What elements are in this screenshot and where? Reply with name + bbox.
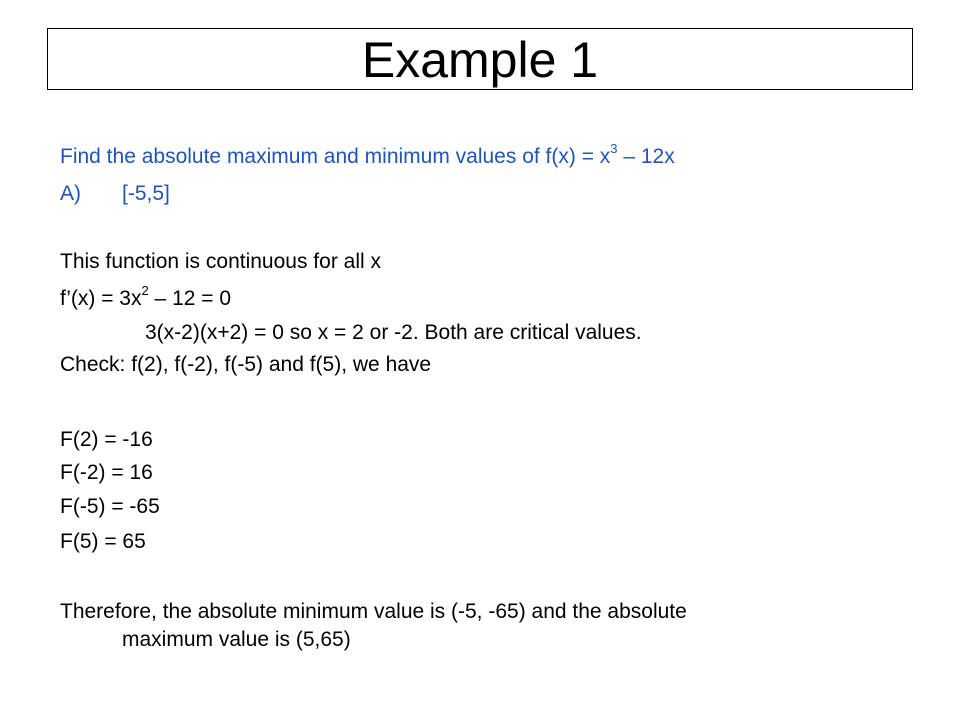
- derivative-equation: [60, 283, 232, 311]
- title-box: [47, 28, 913, 90]
- derivative-suffix: – 12 = 0: [148, 287, 232, 310]
- problem-exponent: 3: [610, 141, 618, 156]
- problem-suffix: – 12x: [617, 145, 675, 168]
- conclusion-line-1: Therefore, the absolute minimum value is (-5, -65) and the absolute: [60, 600, 687, 623]
- item-letter: A): [60, 182, 81, 205]
- continuity-statement: This function is continuous for all x: [60, 250, 381, 273]
- conclusion-line-2: maximum value is (5,65): [122, 628, 351, 651]
- evaluation-line: F(2) = -16: [60, 428, 153, 451]
- derivative-exponent: 2: [141, 283, 149, 298]
- problem-statement: [60, 141, 675, 169]
- item-interval: [-5,5]: [122, 182, 170, 205]
- evaluation-line: F(5) = 65: [60, 530, 146, 553]
- evaluation-line: F(-2) = 16: [60, 461, 153, 484]
- slide-title: Example 1: [361, 32, 599, 88]
- check-statement: Check: f(2), f(-2), f(-5) and f(5), we have: [60, 353, 432, 376]
- factoring-step: 3(x-2)(x+2) = 0 so x = 2 or -2. Both are critical values.: [145, 321, 642, 344]
- evaluation-line: F(-5) = -65: [60, 495, 160, 518]
- interval-item: [60, 182, 170, 206]
- problem-prefix: Find the absolute maximum and minimum values of f(x) = x: [60, 145, 611, 168]
- derivative-prefix: f’(x) = 3x: [60, 287, 142, 310]
